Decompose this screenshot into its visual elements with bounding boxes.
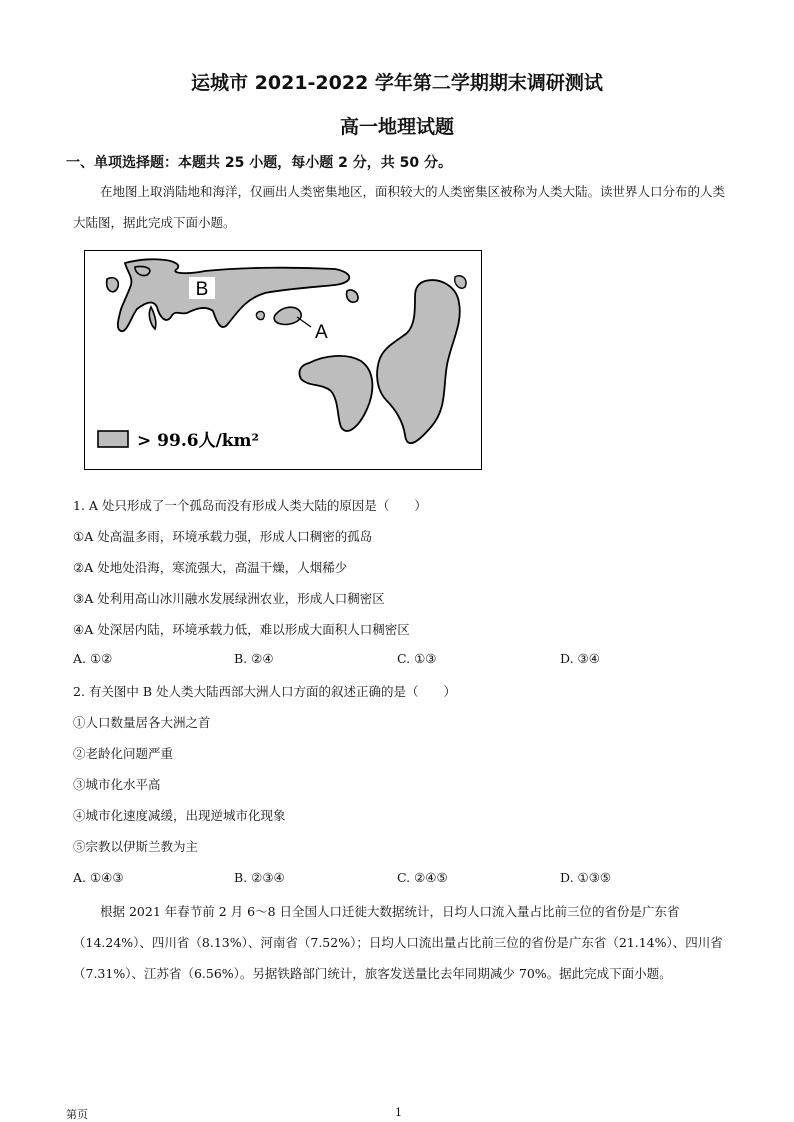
intro-text-2: 根据 2021 年春节前 2 月 6～8 日全国人口迁徙大数据统计，日均人口流入量占比前三位的省份是广东省（14.24%）、四川省（8.13%）、河南省（7.52%）；日均人口流出量占比前三位的省份是广东省（21.14%）、四川省（7.31%）、江苏省（6.56%）。另据铁路部门统计，旅客发送量比去年同期减少 70%。据此完成下面小题。 [73,904,723,981]
region-italy [149,307,155,329]
q1-statement-4: ④A 处深居内陆，环境承载力低，难以形成大面积人口稠密区 [73,622,410,637]
region-right-small [455,276,466,289]
intro-paragraph-2 [73,896,733,989]
exam-subtitle: 高一地理试题 [339,116,454,138]
q2-stem: 2. 有关图中 B 处人类大陆西部大洲人口方面的叙述正确的是（ ） [73,684,457,699]
legend-text: > 99.6人/km² [137,431,259,451]
q2-statement-4: ④城市化速度减缓，出现逆城市化现象 [73,808,286,823]
footer-page-label: 第页 [66,1108,88,1121]
q2-option-b[interactable]: B. ②③④ [234,870,285,885]
intro-paragraph-1 [73,176,733,238]
map-svg [85,251,481,469]
label-a: A [315,322,328,343]
q1-statement-3: ③A 处利用高山冰川融水发展绿洲农业，形成人口稠密区 [73,591,385,606]
intro-text-1: 在地图上取消陆地和海洋，仅画出人类密集地区，面积较大的人类密集区被称为人类大陆。读世界人口分布的人类大陆图，据此完成下面小题。 [73,184,726,230]
q2-statement-3: ③城市化水平高 [73,777,161,792]
region-right-continent [377,280,460,443]
region-uk [107,278,119,292]
exam-title: 运城市 2021-2022 学年第二学期期末调研测试 [191,72,603,94]
q2-option-c[interactable]: C. ②④⑤ [397,870,448,885]
q2-option-d[interactable]: D. ①③⑤ [560,870,612,885]
label-b: B [195,279,209,300]
q1-stem: 1. A 处只形成了一个孤岛而没有形成人类大陆的原因是（ ） [73,498,427,513]
q2-statement-5: ⑤宗教以伊斯兰教为主 [73,839,199,854]
q2-statement-1: ①人口数量居各大洲之首 [73,715,211,730]
region-middle-south [299,356,372,431]
q1-option-c[interactable]: C. ①③ [397,651,437,666]
q1-statement-2: ②A 处地处沿海，寒流强大，高温干燥，人烟稀少 [73,560,348,575]
a-pointer-line [297,317,311,327]
region-small-island [256,311,264,319]
section-heading: 一、单项选择题：本题共 25 小题，每小题 2 分，共 50 分。 [66,155,452,171]
region-a-island [274,307,301,324]
q1-option-b[interactable]: B. ②④ [234,651,274,666]
q2-option-a[interactable]: A. ①④③ [73,870,124,885]
q1-option-a[interactable]: A. ①② [73,651,113,666]
legend-swatch [98,431,128,447]
q2-statement-2: ②老龄化问题严重 [73,746,174,761]
human-continent-map [84,250,482,470]
q1-statement-1: ①A 处高温多雨，环境承载力强，形成人口稠密的孤岛 [73,529,373,544]
q1-option-d[interactable]: D. ③④ [560,651,600,666]
footer-page-number: 1 [395,1106,402,1119]
region-japan [347,290,358,302]
